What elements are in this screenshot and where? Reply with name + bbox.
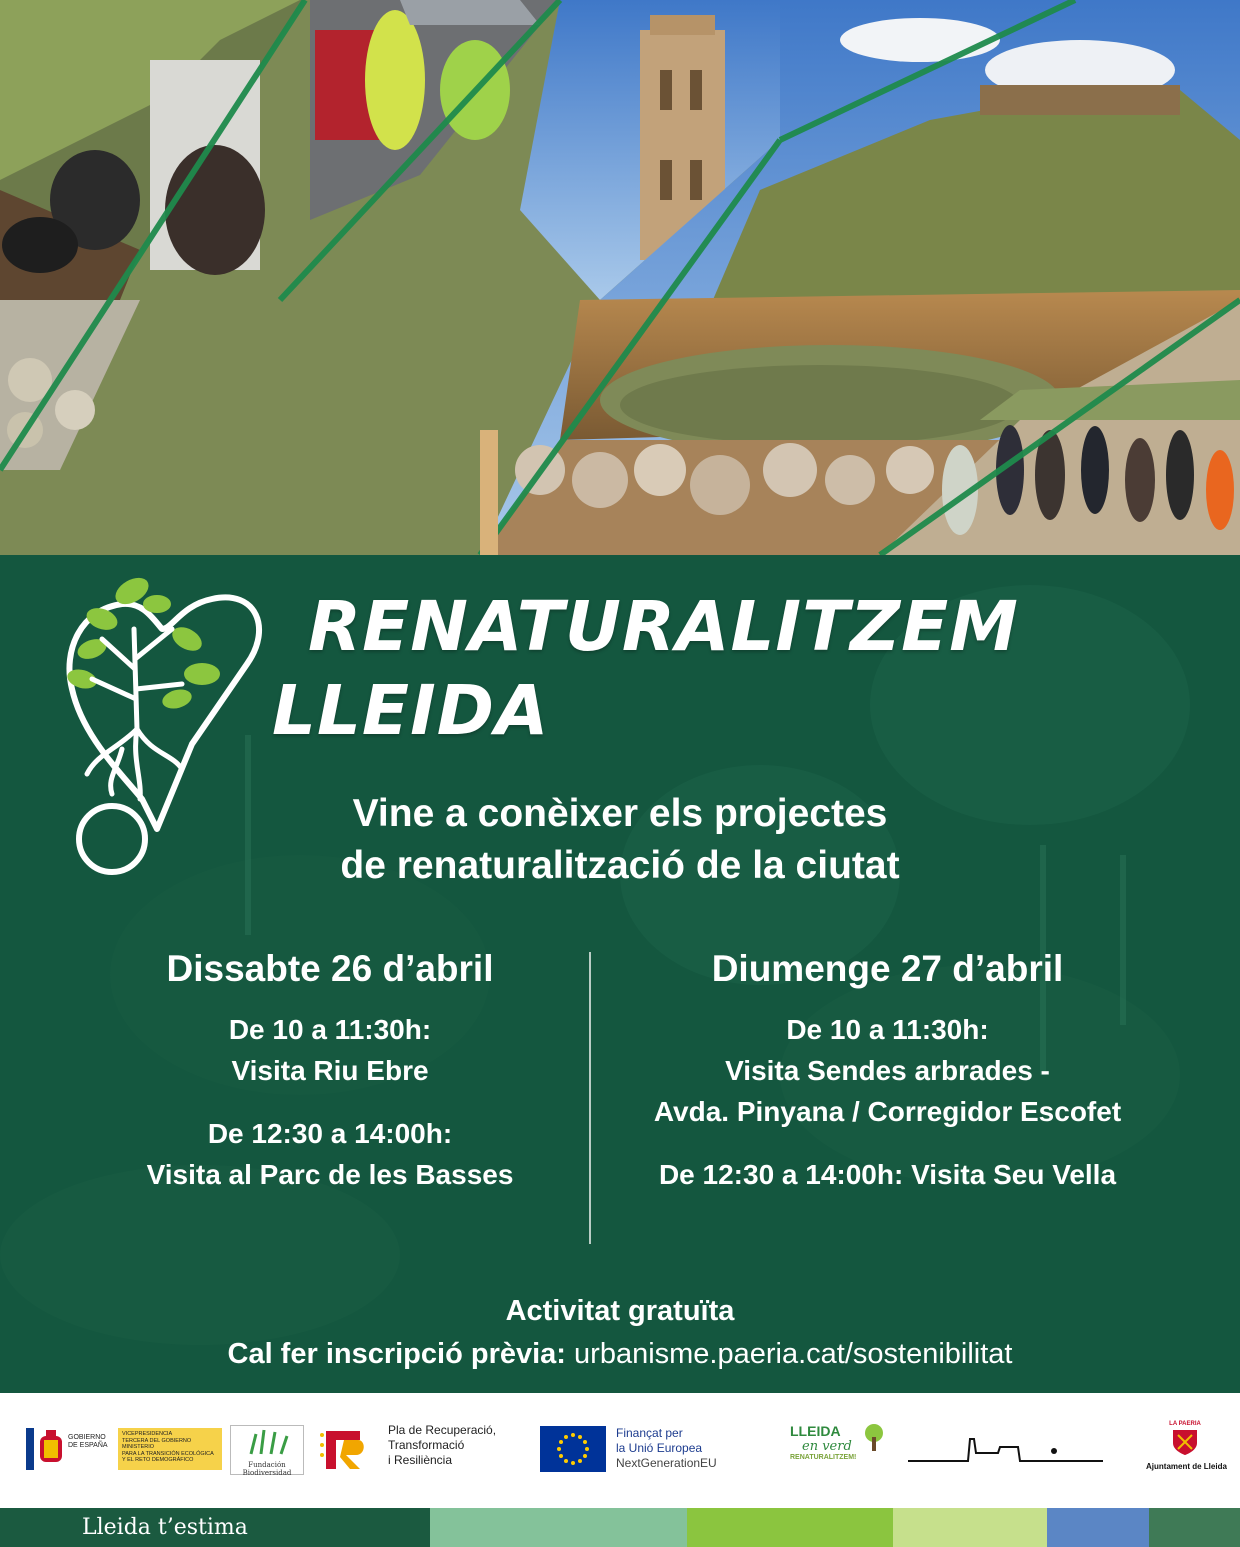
coat-of-arms-icon xyxy=(36,1430,66,1468)
slot-time-description: De 12:30 a 14:00h: Visita Seu Vella xyxy=(658,1159,1117,1190)
vicepresidencia-line-1: VICEPRESIDENCIA xyxy=(122,1431,173,1437)
title-line-1: RENATURALITZEM xyxy=(308,587,1019,667)
city-shield-icon xyxy=(1170,1427,1200,1457)
sponsor-logos xyxy=(0,1393,1240,1508)
gobierno-line-2: DE ESPAÑA xyxy=(68,1442,108,1449)
saturday-day: Dissabte 26 d’abril xyxy=(166,948,494,989)
subtitle-line-2: de renaturalització de la ciutat xyxy=(340,844,900,887)
eu-funding-logo xyxy=(540,1426,740,1472)
grass-icon xyxy=(231,1426,301,1456)
eu-line-2: la Unió Europea xyxy=(616,1441,703,1455)
photo-collage xyxy=(0,0,1240,555)
prtr-emblem-icon xyxy=(318,1423,368,1473)
slot-time: De 10 a 11:30h: xyxy=(228,1014,432,1045)
free-activity: Activitat gratuïta xyxy=(505,1295,735,1327)
slot-description: Avda. Pinyana / Corregidor Escofet xyxy=(653,1096,1122,1127)
ajuntament-label: Ajuntament de Lleida xyxy=(1146,1462,1227,1471)
ajuntament-lleida-logo xyxy=(1146,1421,1227,1473)
lleida-en-verd-line-3: RENATURALITZEM! xyxy=(790,1454,857,1461)
band-segment xyxy=(430,1508,687,1547)
band-segment xyxy=(1047,1508,1150,1547)
slot-time: De 10 a 11:30h: xyxy=(786,1014,989,1045)
ministerio-line-2: PARA LA TRANSICIÓN ECOLÓGICA xyxy=(122,1450,214,1457)
band-segment xyxy=(893,1508,1047,1547)
prtr-line-2: Transformació xyxy=(388,1438,465,1452)
small-tree-icon xyxy=(860,1423,888,1453)
lleida-en-verd-line-1: LLEIDA xyxy=(790,1423,841,1439)
prtr-logo xyxy=(318,1423,528,1473)
prtr-line-3: i Resiliència xyxy=(388,1453,453,1467)
subtitle-line-1: Vine a conèixer els projectes xyxy=(352,792,888,835)
schedule-slot xyxy=(600,1009,1175,1132)
eu-flag-icon xyxy=(540,1426,606,1472)
registration-label: Cal fer inscripció prèvia: xyxy=(227,1338,566,1370)
gobierno-line-1: GOBIERNO xyxy=(68,1434,106,1441)
vicepresidencia-line-2: TERCERA DEL GOBIERNO xyxy=(122,1437,192,1444)
slot-time: De 12:30 a 14:00h: xyxy=(207,1118,453,1149)
skyline-logo xyxy=(908,1431,1103,1465)
prtr-line-1: Pla de Recuperació, xyxy=(388,1423,497,1437)
lleida-en-verd-line-2: en verd xyxy=(802,1439,852,1454)
registration-info xyxy=(0,1290,1240,1376)
slot-description: Visita Riu Ebre xyxy=(231,1055,429,1086)
ministerio-line-1: MINISTERIO xyxy=(122,1444,155,1450)
eu-line-1: Finançat per xyxy=(616,1426,683,1440)
title-line-2: LLEIDA xyxy=(272,671,550,751)
registration-link[interactable]: urbanisme.paeria.cat/sostenibilitat xyxy=(574,1338,1013,1370)
bottom-color-band xyxy=(0,1508,1240,1547)
slot-description: Visita al Parc de les Basses xyxy=(146,1159,514,1190)
gobierno-espana-logo xyxy=(26,1428,222,1470)
schedule-slot xyxy=(600,1154,1175,1195)
saturday-schedule xyxy=(80,947,580,1217)
fundacion-biodiversidad-logo xyxy=(230,1425,304,1475)
schedule-divider xyxy=(589,952,591,1244)
ministerio-line-3: Y EL RETO DEMOGRÁFICO xyxy=(122,1457,194,1463)
lleida-en-verd-logo xyxy=(790,1423,895,1477)
schedule-slot xyxy=(80,1009,580,1091)
lleida-testima-label: Lleida t’estima xyxy=(0,1508,430,1547)
subtitle xyxy=(200,788,1040,892)
slot-description: Visita Sendes arbrades - xyxy=(725,1055,1050,1086)
sunday-schedule xyxy=(600,947,1175,1217)
schedule-slot xyxy=(80,1113,580,1195)
band-segment xyxy=(687,1508,892,1547)
fundacion-label: Fundación Biodiversidad xyxy=(242,1461,292,1477)
sunday-day: Diumenge 27 d’abril xyxy=(711,948,1064,989)
band-segment xyxy=(1149,1508,1240,1547)
poster-body xyxy=(0,555,1240,1393)
paeria-top: LA PAERIA xyxy=(1169,1421,1201,1427)
eu-line-3: NextGenerationEU xyxy=(616,1456,717,1470)
